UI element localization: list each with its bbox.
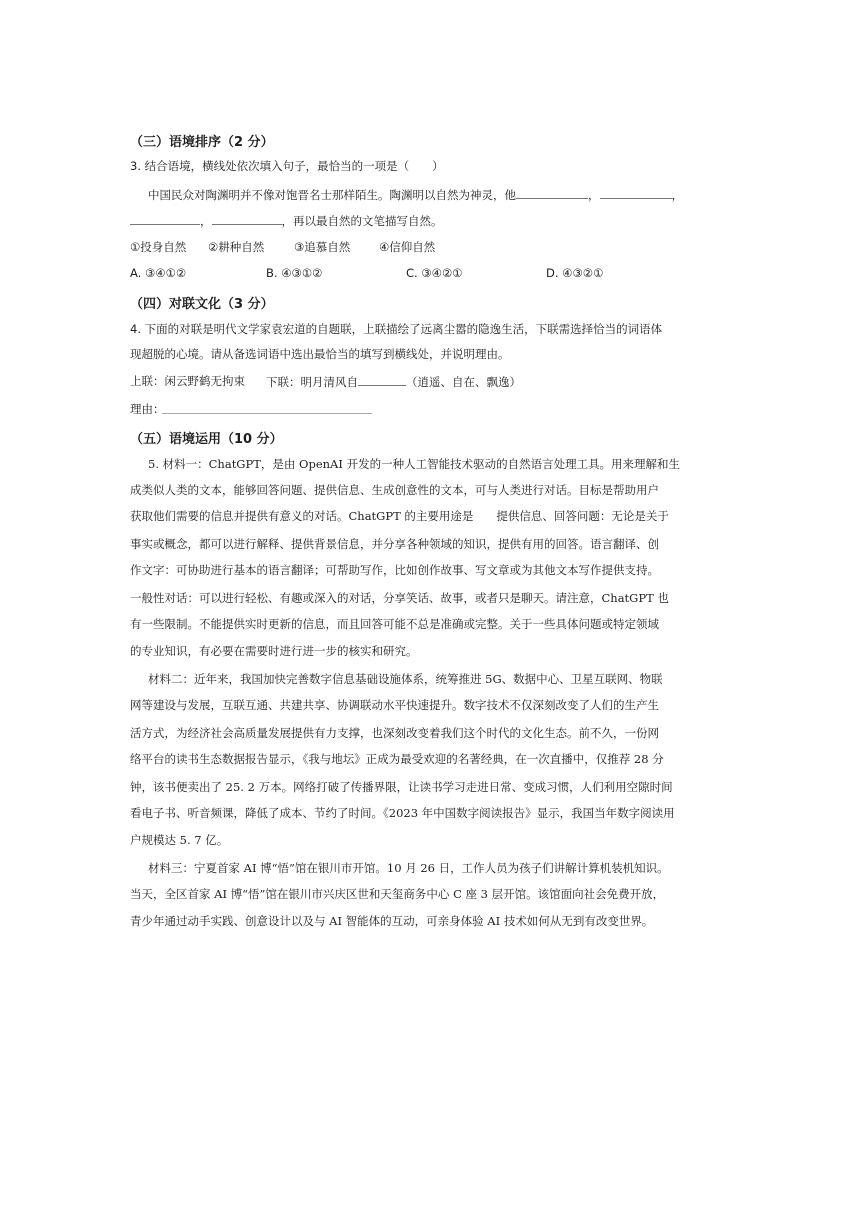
option-b: B. ④③①② xyxy=(266,266,323,280)
option-a: A. ③④①② xyxy=(130,266,187,280)
question-4-line-1: 4. 下面的对联是明代文学家袁宏道的自题联，上联描绘了远离尘嚣的隐逸生活，下联需选择恰当的词语体 xyxy=(130,322,663,336)
question-3-passage-line-2 xyxy=(130,212,443,229)
material-1-line: 事实或概念，都可以进行解释、提供背景信息，并分享各种领域的知识，提供有用的回答。语言翻译、创 xyxy=(130,537,659,551)
reason-label: 理由： xyxy=(130,402,165,416)
sentence-item-2: ②耕种自然 xyxy=(208,240,265,254)
material-1-line: 作文字：可协助进行基本的语言翻译；可帮助写作，比如创作故事、写文章或为其他文本写作提供支持。 xyxy=(130,563,659,577)
material-3-line: 当天，全区首家 AI 博“悟”馆在银川市兴庆区世和天玺商务中心 C 座 3 层开馆。该馆面向社会免费开放， xyxy=(130,887,665,901)
material-2-line: 网等建设与发展，互联互通、共建共享、协调联动水平快速提升。数字技术不仅深刻改变了人们的生产生 xyxy=(130,698,659,712)
sentence-item-4: ④信仰自然 xyxy=(379,240,436,254)
material-2-line: 钟，该书便卖出了 25. 2 万本。网络打破了传播界限，让读书学习走进日常、变成习惯，人们利用空隙时间 xyxy=(130,780,673,794)
material-1-line: 一般性对话：可以进行轻松、有趣或深入的对话，分享笑话、故事，或者只是聊天。请注意，ChatGPT 也 xyxy=(130,591,669,605)
fill-blank-3 xyxy=(130,212,200,225)
material-1-line: 的专业知识，有必要在需要时进行进一步的核实和研究。 xyxy=(130,644,418,658)
comma: ， xyxy=(588,188,600,202)
comma: ， xyxy=(671,188,683,202)
couplet-blank xyxy=(358,373,406,386)
material-1-line: 获取他们需要的信息并提供有意义的对话。ChatGPT 的主要用途是 提供信息、回答问题：无论是关于 xyxy=(130,509,669,523)
material-3-line: 材料三：宁夏首家 AI 博“悟”馆在银川市开馆。10 月 26 日，工作人员为孩子们讲解计算机装机知识。 xyxy=(148,861,669,875)
question-3-passage-line-1 xyxy=(148,186,683,203)
passage-end: ，再以最自然的文笔描写自然。 xyxy=(281,214,443,228)
material-2-line: 活方式，为经济社会高质量发展提供有力支撑，也深刻改变着我们这个时代的文化生态。前不久，一份网 xyxy=(130,726,659,740)
comma: ， xyxy=(200,214,212,228)
couplet-choices: （逍遥、自在、飘逸） xyxy=(406,375,521,389)
couplet-lower-line xyxy=(266,373,521,390)
material-2-line: 材料二：近年来，我国加快完善数字信息基础设施体系，统筹推进 5G、数据中心、卫星互联网、物联 xyxy=(148,672,663,686)
material-2-line: 络平台的读书生态数据报告显示，《我与地坛》正成为最受欢迎的名著经典，在一次直播中，仅推荐 28 分 xyxy=(130,752,664,766)
material-3-line: 青少年通过动手实践、创意设计以及与 AI 智能体的互动，可亲身体验 AI 技术如何从无到有改变世界。 xyxy=(130,914,654,928)
option-d: D. ④③②① xyxy=(546,266,604,280)
material-2-line: 看电子书、听音频课，降低了成本、节约了时间。《2023 年中国数字阅读报告》显示，我国当年数字阅读用 xyxy=(130,806,675,820)
section-4-heading: （四）对联文化（3 分） xyxy=(130,297,274,312)
material-1-line: 有一些限制。不能提供实时更新的信息，而且回答可能不总是准确或完整。关于一些具体问题或特定领域 xyxy=(130,617,659,631)
material-2-line: 户规模达 5. 7 亿。 xyxy=(130,833,229,847)
fill-blank-4 xyxy=(212,212,282,225)
fill-blank-1 xyxy=(516,186,588,199)
material-1-line: 5. 材料一：ChatGPT，是由 OpenAI 开发的一种人工智能技术驱动的自然语言处理工具。用来理解和生 xyxy=(148,457,681,471)
fill-blank-2 xyxy=(600,186,672,199)
couplet-lower: 下联：明月清风自 xyxy=(266,375,358,389)
section-3-heading: （三）语境排序（2 分） xyxy=(130,135,274,150)
reason-answer-line xyxy=(162,413,372,414)
material-1-line: 成类似人类的文本，能够回答问题、提供信息、生成创意性的文本，可与人类进行对话。目标是帮助用户 xyxy=(130,483,659,497)
section-5-heading: （五）语境运用（10 分） xyxy=(130,432,283,447)
question-3-stem: 3. 结合语境，横线处依次填入句子，最恰当的一项是（ ） xyxy=(130,159,444,173)
couplet-upper: 上联：闲云野鹤无拘束 xyxy=(130,374,245,388)
option-c: C. ③④②① xyxy=(406,266,463,280)
question-4-line-2: 现超脱的心境。请从备选词语中选出最恰当的填写到横线处，并说明理由。 xyxy=(130,347,510,361)
sentence-item-3: ③追慕自然 xyxy=(294,240,351,254)
sentence-item-1: ①投身自然 xyxy=(130,240,187,254)
passage-text: 中国民众对陶渊明并不像对饱晋名士那样陌生。陶渊明以自然为神灵，他 xyxy=(148,188,516,202)
